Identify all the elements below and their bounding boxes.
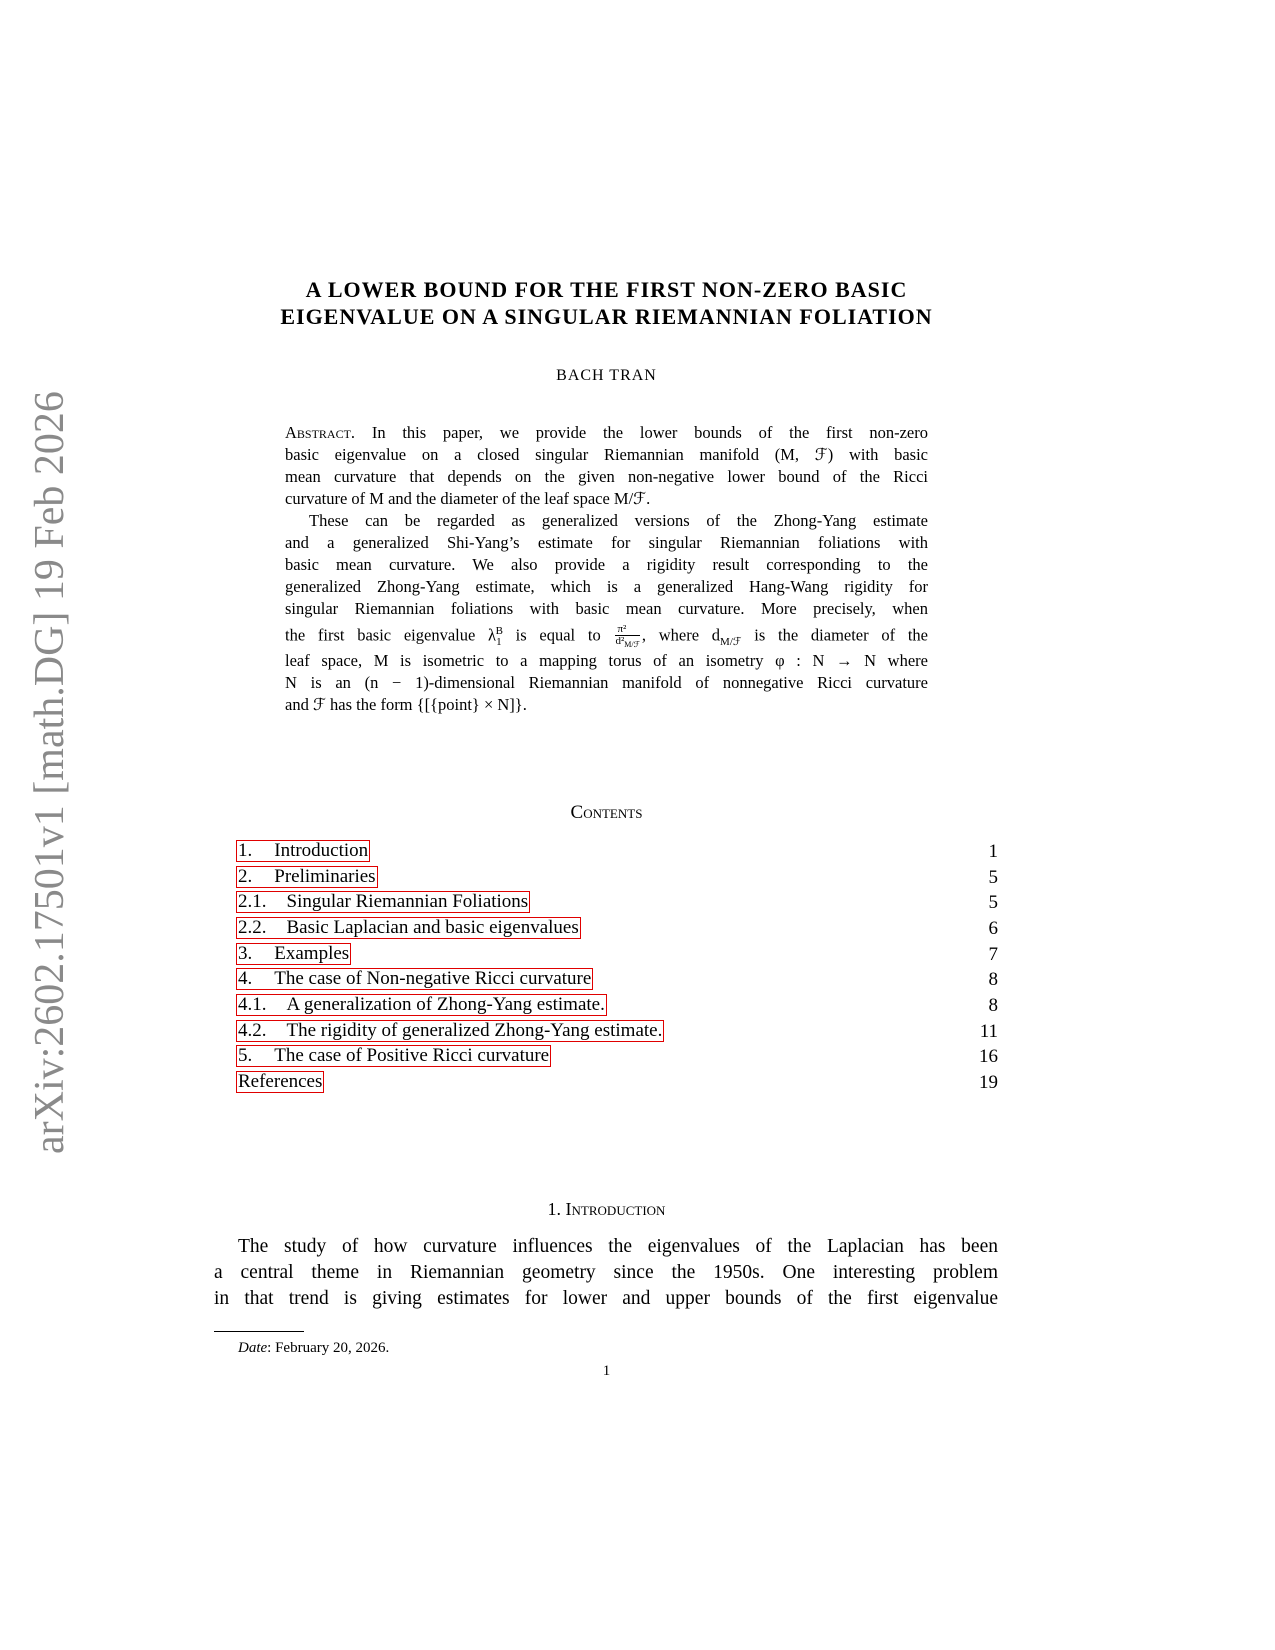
abstract-text: In this paper, we provide the lower bounds of the first non-zero <box>371 423 928 442</box>
page-number: 1 <box>602 1363 611 1379</box>
toc-entry <box>236 1045 998 1069</box>
toc-label: A generalization of Zhong-Yang estimate. <box>286 994 605 1015</box>
fraction: $\frac{\text{π²}}{d^2_{M/ℱ}}$ <box>615 622 640 649</box>
toc-label: The rigidity of generalized Zhong-Yang estimate. <box>286 1020 663 1041</box>
toc-entry <box>236 866 998 890</box>
section-heading-introduction: 1. Introduction <box>547 1199 666 1219</box>
toc-link[interactable] <box>236 840 370 862</box>
toc-page: 8 <box>988 969 998 990</box>
toc-link[interactable] <box>236 994 607 1016</box>
toc-page: 5 <box>988 867 998 888</box>
toc-number: 2.2. <box>238 917 267 938</box>
toc-link[interactable] <box>236 1045 551 1067</box>
toc-link[interactable] <box>236 917 581 939</box>
toc-entry <box>236 994 998 1018</box>
toc-link[interactable] <box>236 1071 324 1093</box>
toc-label: References <box>238 1071 323 1092</box>
abstract-line: basic eigenvalue on a closed singular Riemannian manifold (M, ℱ) with basic <box>285 445 928 464</box>
abstract-line: mean curvature that depends on the given non-negative lower bound of the Ricci <box>285 467 928 486</box>
toc-label: Singular Riemannian Foliations <box>286 891 529 912</box>
toc-number: 2. <box>238 866 253 887</box>
toc-link[interactable] <box>236 943 351 965</box>
footnote-rule <box>214 1331 304 1332</box>
footnote-date: Date: February 20, 2026. <box>238 1340 390 1356</box>
abstract-line: singular Riemannian foliations with basic mean curvature. More precisely, when <box>285 599 928 618</box>
toc-page: 11 <box>979 1021 998 1042</box>
abstract-formula-line: the first basic eigenvalue $\lambda_1^B$ is equal to $\frac{\text{π²}}{d^2_{M/ℱ}}$ , where $d_{M/ℱ}$ is the diameter of the <box>285 622 929 649</box>
toc-number: 2.1. <box>238 891 267 912</box>
toc-entry <box>236 1071 998 1095</box>
toc-page: 8 <box>988 995 998 1016</box>
toc-entry <box>236 917 998 941</box>
toc-page: 19 <box>979 1072 998 1093</box>
abstract-line: These can be regarded as generalized versions of the Zhong-Yang estimate <box>309 511 928 530</box>
toc-label: The case of Positive Ricci curvature <box>274 1045 550 1066</box>
abstract-line: leaf space, M is isometric to a mapping torus of an isometry φ : N → N where <box>285 651 928 670</box>
toc-label: The case of Non-negative Ricci curvature <box>274 968 592 989</box>
abstract-line: generalized Zhong-Yang estimate, which is a generalized Hang-Wang rigidity for <box>285 577 928 596</box>
paper-title-line-1: A LOWER BOUND FOR THE FIRST NON-ZERO BASIC <box>305 277 908 302</box>
abstract-line: basic mean curvature. We also provide a rigidity result corresponding to the <box>285 555 928 574</box>
toc-page: 1 <box>988 841 998 862</box>
toc-label: Preliminaries <box>274 866 376 887</box>
toc-entry <box>236 840 998 864</box>
toc-number: 5. <box>238 1045 253 1066</box>
abstract-line: and ℱ has the form {[{point} × N]}. <box>285 695 527 714</box>
contents-heading: Contents <box>570 802 643 823</box>
arxiv-stamp: arXiv:2602.17501v1 [math.DG] 19 Feb 2026 <box>27 391 73 1154</box>
toc-link[interactable] <box>236 866 378 888</box>
abstract-line: N is an (n − 1)-dimensional Riemannian manifold of nonnegative Ricci curvature <box>285 673 928 692</box>
toc-number: 4.2. <box>238 1020 267 1041</box>
toc-page: 16 <box>979 1046 998 1067</box>
toc-number: 4. <box>238 968 253 989</box>
body-line: a central theme in Riemannian geometry since the 1950s. One interesting problem <box>214 1262 998 1283</box>
toc-link[interactable] <box>236 1020 664 1042</box>
body-line: The study of how curvature influences the eigenvalues of the Laplacian has been <box>238 1236 998 1257</box>
toc-number: 1. <box>238 840 253 861</box>
toc-number: 4.1. <box>238 994 267 1015</box>
abstract-line <box>285 423 928 443</box>
paper-title-line-2: EIGENVALUE ON A SINGULAR RIEMANNIAN FOLIATION <box>280 304 933 329</box>
abstract-line: and a generalized Shi-Yang’s estimate for singular Riemannian foliations with <box>285 533 928 552</box>
abstract-line: curvature of M and the diameter of the leaf space M/ℱ. <box>285 489 651 508</box>
body-line: in that trend is giving estimates for lower and upper bounds of the first eigenvalue <box>214 1288 998 1309</box>
toc-label: Basic Laplacian and basic eigenvalues <box>286 917 579 938</box>
toc-page: 6 <box>988 918 998 939</box>
author: BACH TRAN <box>556 367 657 384</box>
toc-label: Examples <box>274 943 350 964</box>
toc-page: 5 <box>988 892 998 913</box>
toc-link[interactable] <box>236 891 530 913</box>
toc-entry <box>236 968 998 992</box>
toc-entry <box>236 1020 998 1044</box>
toc-link[interactable] <box>236 968 593 990</box>
toc-label: Introduction <box>274 840 369 861</box>
abstract-label: Abstract. <box>285 423 356 442</box>
toc-entry <box>236 891 998 915</box>
toc-number: 3. <box>238 943 253 964</box>
toc-page: 7 <box>988 944 998 965</box>
toc-entry <box>236 943 998 967</box>
